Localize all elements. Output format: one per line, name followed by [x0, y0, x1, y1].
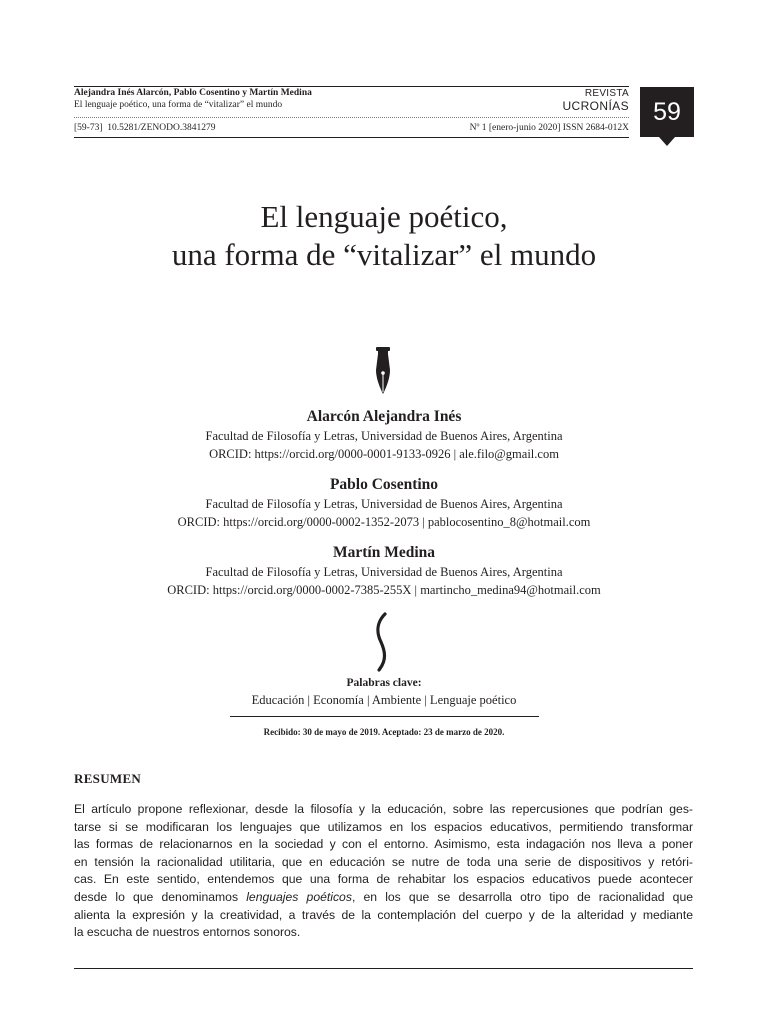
page-badge-tab — [659, 137, 675, 146]
article-title — [0, 198, 768, 274]
author-block-2 — [0, 475, 768, 531]
abstract-line: las formas de relacionarnos en la sociedad y con el entorno. Asimismo, esta indagación nos lleva a poner — [74, 837, 693, 852]
journal-label: REVISTA — [584, 88, 629, 99]
doi: 10.5281/ZENODO.3841279 — [107, 123, 216, 133]
author-name: Martín Medina — [332, 544, 436, 561]
footer-rule — [74, 968, 693, 969]
author-name: Pablo Cosentino — [329, 476, 439, 493]
author-contact: ORCID: https://orcid.org/0000-0002-7385-255X | martincho_medina94@hotmail.com — [167, 583, 601, 597]
journal-name: UCRONÍAS — [562, 99, 629, 113]
keywords-label: Palabras clave: — [346, 677, 422, 689]
abstract-line: la escucha de nuestros entornos sonoros. — [74, 925, 301, 940]
page-range-doi — [74, 123, 215, 133]
header-rule-bottom — [74, 137, 629, 138]
header-rule-top — [74, 86, 629, 87]
abstract-heading: RESUMEN — [74, 771, 142, 786]
abstract-line: cas. En este sentido, entendemos que una forma de rehabitar los espacios educativos puede acontecer — [74, 872, 693, 887]
abstract-text: desde lo que denominamos — [74, 889, 247, 904]
author-affiliation: Facultad de Filosofía y Letras, Universidad de Buenos Aires, Argentina — [205, 497, 563, 511]
author-affiliation: Facultad de Filosofía y Letras, Universidad de Buenos Aires, Argentina — [205, 429, 563, 443]
abstract-line — [74, 889, 693, 907]
header-dotted-rule — [74, 117, 629, 118]
author-block-1 — [0, 407, 768, 463]
issue-info: Nº 1 [enero-junio 2020] ISSN 2684-012X — [469, 123, 629, 133]
abstract-text: , en los que se desarrolla otro tipo de racionalidad que — [351, 889, 693, 904]
keywords-list: Educación | Economía | Ambiente | Lenguaje poético — [251, 693, 517, 707]
author-affiliation: Facultad de Filosofía y Letras, Universidad de Buenos Aires, Argentina — [205, 565, 563, 579]
abstract-line: tarse si se modificaran los lenguajes que utilizamos en los espacios educativos, permitiendo transformar — [74, 819, 693, 834]
abstract-line: El artículo propone reflexionar, desde la filosofía y la educación, sobre las repercusiones que podrían ges- — [74, 802, 693, 816]
squiggle-ornament — [370, 612, 394, 674]
abstract-italic-term: lenguajes poéticos — [246, 889, 352, 904]
keywords-rule — [230, 716, 539, 717]
author-name: Alarcón Alejandra Inés — [306, 408, 462, 425]
running-header-title: El lenguaje poético, una forma de “vitalizar” el mundo — [74, 100, 283, 110]
author-contact: ORCID: https://orcid.org/0000-0002-1352-2073 | pablocosentino_8@hotmail.com — [177, 515, 591, 529]
fountain-pen-icon — [371, 346, 395, 398]
page-number-badge: 59 — [640, 87, 694, 137]
title-line-1: El lenguaje poético, — [260, 199, 508, 234]
abstract-line: en tensión la racionalidad utilitaria, que en educación se nutre de toda una serie de dispositivos y retóri- — [74, 854, 693, 869]
received-dates: Recibido: 30 de mayo de 2019. Aceptado: 23 de marzo de 2020. — [263, 727, 505, 737]
author-contact: ORCID: https://orcid.org/0000-0001-9133-0926 | ale.filo@gmail.com — [209, 447, 559, 461]
page-range: [59-73] — [74, 123, 103, 133]
abstract-body — [74, 801, 693, 942]
author-block-3 — [0, 543, 768, 599]
title-line-2: una forma de “vitalizar” el mundo — [171, 237, 597, 272]
running-header-authors: Alejandra Inés Alarcón, Pablo Cosentino y Martín Medina — [74, 88, 312, 98]
abstract-line: alienta la expresión y la creatividad, a través de la contemplación del cuerpo y de la alteridad y mediante — [74, 907, 693, 922]
